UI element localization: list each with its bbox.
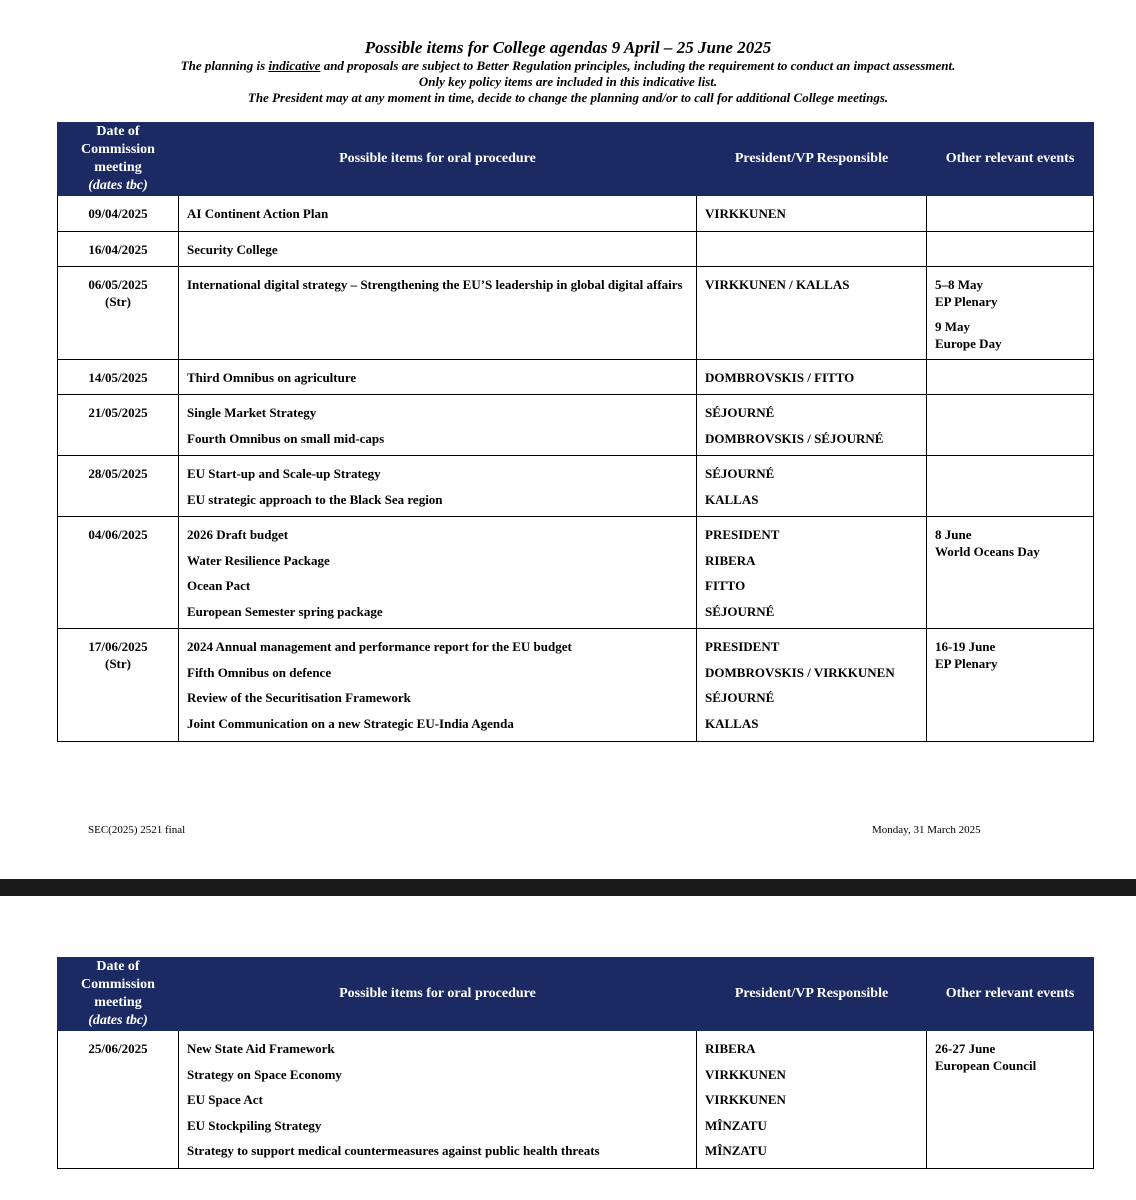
document-reference: SEC(2025) 2521 final bbox=[88, 824, 186, 836]
agenda-item: New State Aid Framework bbox=[187, 1041, 335, 1056]
responsible-name: SÉJOURNÉ bbox=[705, 690, 775, 705]
table-row bbox=[58, 267, 1094, 360]
subtitle-underlined-word: indicative bbox=[268, 58, 321, 73]
items-cell bbox=[179, 629, 697, 742]
items-cell bbox=[179, 395, 697, 456]
event-text: EP Plenary bbox=[935, 294, 998, 309]
responsible-name: DOMBROVSKIS / FITTO bbox=[705, 370, 855, 385]
subtitle-line-1-post: and proposals are subject to Better Regulation principles, including the requirement to conduct an impact assessment. bbox=[320, 58, 956, 73]
date-header-line: Commission bbox=[81, 142, 155, 157]
events-cell bbox=[927, 456, 1094, 517]
items-cell bbox=[179, 196, 697, 232]
date-header-note: (dates tbc) bbox=[88, 178, 148, 193]
date-cell bbox=[58, 395, 179, 456]
subtitle-line-2: Only key policy items are included in this indicative list. bbox=[418, 74, 718, 89]
agenda-item: International digital strategy – Strengthening the EU’S leadership in global digital affairs bbox=[187, 277, 683, 292]
page-separator bbox=[0, 879, 1136, 896]
date-cell bbox=[58, 360, 179, 395]
date-header-note: (dates tbc) bbox=[88, 1013, 148, 1028]
date-cell bbox=[58, 196, 179, 232]
agenda-item: Third Omnibus on agriculture bbox=[187, 370, 357, 385]
date-cell bbox=[58, 517, 179, 629]
meeting-date: 25/06/2025 bbox=[88, 1041, 148, 1056]
column-header-responsible: President/VP Responsible bbox=[697, 123, 927, 196]
responsible-name: SÉJOURNÉ bbox=[705, 466, 775, 481]
date-header-line: Commission bbox=[81, 977, 155, 992]
agenda-item: EU strategic approach to the Black Sea region bbox=[187, 491, 443, 507]
responsible-cell bbox=[697, 360, 927, 395]
event-text: EP Plenary bbox=[935, 656, 998, 671]
responsible-name: SÉJOURNÉ bbox=[705, 405, 775, 420]
meeting-date: 14/05/2025 bbox=[88, 370, 148, 385]
responsible-name: RIBERA bbox=[705, 1041, 756, 1056]
meeting-date: 21/05/2025 bbox=[88, 405, 148, 420]
responsible-name: PRESIDENT bbox=[705, 527, 780, 542]
meeting-date-note: (Str) bbox=[105, 294, 131, 309]
items-cell bbox=[179, 267, 697, 360]
table-row bbox=[58, 395, 1094, 456]
meeting-date: 06/05/2025 bbox=[88, 277, 148, 292]
agenda-item: EU Stockpiling Strategy bbox=[187, 1117, 322, 1133]
table-row bbox=[58, 360, 1094, 395]
table-row bbox=[58, 196, 1094, 232]
agenda-item: Water Resilience Package bbox=[187, 552, 330, 568]
agenda-table-page-1 bbox=[57, 122, 1094, 742]
agenda-item: Fifth Omnibus on defence bbox=[187, 664, 332, 680]
table-header-row bbox=[58, 958, 1094, 1031]
date-cell bbox=[58, 232, 179, 267]
items-cell bbox=[179, 517, 697, 629]
responsible-name: VIRKKUNEN bbox=[705, 1066, 786, 1082]
responsible-name: DOMBROVSKIS / SÉJOURNÉ bbox=[705, 430, 884, 446]
responsible-name: MÎNZATU bbox=[705, 1143, 767, 1158]
agenda-item: Strategy on Space Economy bbox=[187, 1066, 342, 1082]
date-header-line: Date of bbox=[96, 959, 140, 974]
responsible-name: DOMBROVSKIS / VIRKKUNEN bbox=[705, 664, 895, 680]
table-row bbox=[58, 517, 1094, 629]
subtitle-line-3: The President may at any moment in time, decide to change the planning and/or to call for additional College meetings. bbox=[247, 90, 889, 105]
events-cell bbox=[927, 196, 1094, 232]
agenda-item: European Semester spring package bbox=[187, 603, 383, 619]
events-cell bbox=[927, 517, 1094, 629]
date-header-line: meeting bbox=[94, 160, 142, 175]
events-cell bbox=[927, 267, 1094, 360]
date-cell bbox=[58, 267, 179, 360]
column-header-date bbox=[58, 958, 179, 1031]
table-row bbox=[58, 629, 1094, 742]
meeting-date: 04/06/2025 bbox=[88, 527, 148, 542]
agenda-item: Review of the Securitisation Framework bbox=[187, 690, 411, 705]
event-gap bbox=[935, 310, 1085, 318]
items-cell bbox=[179, 232, 697, 267]
meeting-date: 28/05/2025 bbox=[88, 466, 148, 481]
agenda-item: 2026 Draft budget bbox=[187, 527, 289, 542]
events-cell bbox=[927, 232, 1094, 267]
header bbox=[0, 38, 1136, 106]
agenda-item: EU Space Act bbox=[187, 1092, 263, 1107]
responsible-cell bbox=[697, 517, 927, 629]
agenda-item: EU Start-up and Scale-up Strategy bbox=[187, 466, 381, 481]
responsible-name: PRESIDENT bbox=[705, 639, 780, 654]
date-header-line: meeting bbox=[94, 995, 142, 1010]
events-cell bbox=[927, 395, 1094, 456]
responsible-cell bbox=[697, 196, 927, 232]
date-cell bbox=[58, 1031, 179, 1169]
responsible-cell bbox=[697, 456, 927, 517]
column-header-events: Other relevant events bbox=[927, 123, 1094, 196]
event-text: Europe Day bbox=[935, 336, 1002, 351]
page-title: Possible items for College agendas 9 April – 25 June 2025 bbox=[364, 38, 772, 57]
column-header-items: Possible items for oral procedure bbox=[179, 123, 697, 196]
column-header-date bbox=[58, 123, 179, 196]
meeting-date: 09/04/2025 bbox=[88, 206, 148, 221]
agenda-table-page-2 bbox=[57, 957, 1094, 1169]
responsible-cell bbox=[697, 232, 927, 267]
responsible-name: VIRKKUNEN bbox=[705, 1092, 786, 1107]
meeting-date-note: (Str) bbox=[105, 656, 131, 671]
table-header-row bbox=[58, 123, 1094, 196]
responsible-cell bbox=[697, 267, 927, 360]
items-cell bbox=[179, 456, 697, 517]
items-cell bbox=[179, 1031, 697, 1169]
items-cell bbox=[179, 360, 697, 395]
responsible-name: RIBERA bbox=[705, 552, 756, 568]
agenda-item: Strategy to support medical countermeasures against public health threats bbox=[187, 1143, 600, 1158]
meeting-date: 17/06/2025 bbox=[88, 639, 148, 654]
column-header-events: Other relevant events bbox=[927, 958, 1094, 1031]
responsible-name: VIRKKUNEN bbox=[705, 206, 786, 221]
event-text: 5–8 May bbox=[935, 277, 984, 292]
table-row bbox=[58, 456, 1094, 517]
responsible-name: KALLAS bbox=[705, 491, 759, 507]
subtitle-line-1 bbox=[0, 58, 1136, 74]
events-cell bbox=[927, 1031, 1094, 1169]
event-text: 16-19 June bbox=[935, 639, 996, 654]
events-cell bbox=[927, 360, 1094, 395]
responsible-name: SÉJOURNÉ bbox=[705, 603, 775, 619]
date-cell bbox=[58, 629, 179, 742]
table-row bbox=[58, 232, 1094, 267]
responsible-cell bbox=[697, 629, 927, 742]
responsible-name: MÎNZATU bbox=[705, 1117, 767, 1133]
agenda-item: 2024 Annual management and performance report for the EU budget bbox=[187, 639, 572, 654]
event-text: 9 May bbox=[935, 319, 971, 334]
column-header-items: Possible items for oral procedure bbox=[179, 958, 697, 1031]
responsible-cell bbox=[697, 1031, 927, 1169]
column-header-responsible: President/VP Responsible bbox=[697, 958, 927, 1031]
event-text: World Oceans Day bbox=[935, 544, 1040, 559]
agenda-item: Fourth Omnibus on small mid-caps bbox=[187, 430, 385, 446]
agenda-item: Ocean Pact bbox=[187, 578, 251, 593]
subtitle-line-1-pre: The planning is bbox=[180, 58, 269, 73]
responsible-cell bbox=[697, 395, 927, 456]
agenda-item: AI Continent Action Plan bbox=[187, 206, 329, 221]
events-cell bbox=[927, 629, 1094, 742]
event-text: 26-27 June bbox=[935, 1041, 996, 1056]
event-text: 8 June bbox=[935, 527, 972, 542]
table-row bbox=[58, 1031, 1094, 1169]
responsible-name: VIRKKUNEN / KALLAS bbox=[705, 277, 850, 292]
event-text: European Council bbox=[935, 1058, 1037, 1073]
responsible-name: FITTO bbox=[705, 578, 746, 593]
agenda-item: Joint Communication on a new Strategic EU-India Agenda bbox=[187, 715, 514, 731]
agenda-item: Security College bbox=[187, 242, 278, 257]
date-cell bbox=[58, 456, 179, 517]
document-date: Monday, 31 March 2025 bbox=[872, 824, 981, 836]
meeting-date: 16/04/2025 bbox=[88, 242, 148, 257]
agenda-item: Single Market Strategy bbox=[187, 405, 317, 420]
responsible-name: KALLAS bbox=[705, 715, 759, 731]
date-header-line: Date of bbox=[96, 124, 140, 139]
